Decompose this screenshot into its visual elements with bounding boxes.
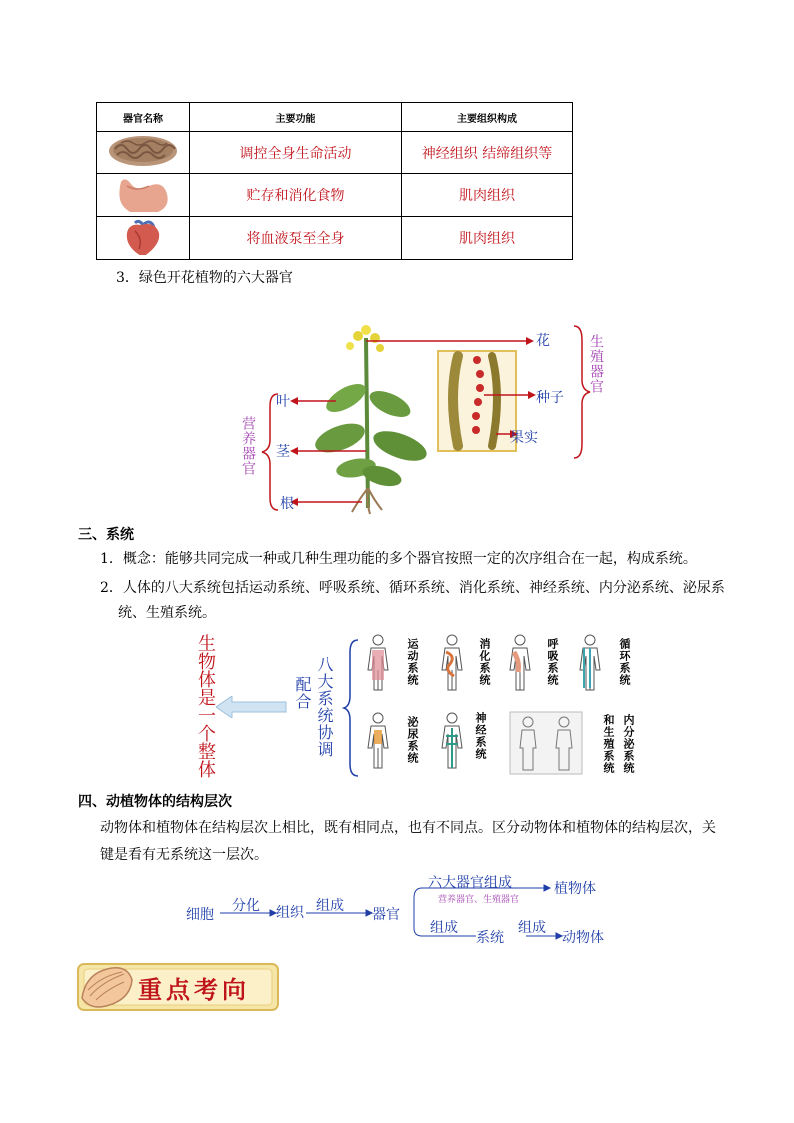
tissue-cell: 神经组织 结缔组织等 [402,132,573,174]
system-label-digestive: 消化系统 [478,638,491,686]
hierarchy-diagram [186,870,626,950]
function-cell: 将血液泵至全身 [190,217,402,260]
section-system-heading: 三、系统 [78,527,134,543]
brain-cell [97,132,190,174]
label-root: 根 [280,496,294,512]
left-arrow-icon [216,696,288,718]
plant-diagram [230,318,630,518]
hierarchy-compose3: 组成 [518,920,546,936]
table-row [97,174,573,217]
label-flower: 花 [536,333,550,349]
label-stem: 茎 [276,444,290,460]
section4-para-line2: 键是看有无系统这一层次。 [100,847,268,863]
system-label-circulatory: 循环系统 [618,638,631,686]
label-fruit: 果实 [510,430,538,446]
stomach-cell [97,174,190,217]
hierarchy-organ: 器官 [372,907,400,923]
hierarchy-animal: 动物体 [562,930,604,946]
hierarchy-six-organs-sub: 营养器官、生殖器官 [438,895,520,905]
plant-illustration [230,318,630,518]
label-reproductive-organs: 生殖器官 [588,334,604,394]
banner-title: 重点考向 [138,975,250,1004]
hierarchy-six-organs: 六大器官组成 [428,875,512,891]
system-label-urinary: 泌尿系统 [406,716,419,764]
hierarchy-tissue: 组织 [276,905,304,921]
hierarchy-differentiation: 分化 [232,898,260,914]
section4-para-line1: 动物体和植物体在结构层次上相比，既有相同点，也有不同点。区分动物体和植物体的结构层次，关 [100,820,716,836]
function-cell: 贮存和消化食物 [190,174,402,217]
label-vegetative-organs: 营养器官 [240,416,256,476]
table-header: 器官名称 [97,103,190,132]
hierarchy-plant: 植物体 [554,881,596,897]
heart-icon [113,217,173,255]
system-item2-line1: 2．人体的八大系统包括运动系统、呼吸系统、循环系统、消化系统、神经系统、内分泌系统、泌尿系 [100,580,725,596]
table-header: 主要组织构成 [402,103,573,132]
system-item1: 1．概念：能够共同完成一种或几种生理功能的多个器官按照一定的次序组合在一起，构成系统。 [100,551,697,567]
coordination-text: 配合 [293,676,312,710]
table-header-row [97,103,573,132]
system-item2-line2: 统、生殖系统。 [118,605,216,621]
hierarchy-system: 系统 [476,930,504,946]
hierarchy-cell: 细胞 [186,907,214,923]
heart-cell [97,217,190,260]
section3-title: 3．绿色开花植物的六大器官 [116,270,293,286]
whole-organism-text: 生物体是一个整体 [195,634,216,778]
hierarchy-compose1: 组成 [316,898,344,914]
system-label-nervous: 神经系统 [474,712,487,760]
systems-diagram [190,630,650,780]
label-seed: 种子 [536,390,564,406]
system-label-respiratory: 呼吸系统 [546,638,559,686]
system-label-endocrine: 内分泌系统 [622,714,635,774]
brain-icon [105,133,181,169]
brace-icon [342,638,360,778]
table-row [97,132,573,174]
section4-heading: 四、动植物体的结构层次 [78,794,232,810]
system-label-reproductive: 和生殖系统 [602,714,615,774]
eight-systems-text: 八大系统协调 [315,656,334,758]
tissue-cell: 肌肉组织 [402,174,573,217]
shell-icon [76,960,136,1015]
system-label-motor: 运动系统 [406,638,419,686]
function-cell: 调控全身生命活动 [190,132,402,174]
organ-table [96,102,573,260]
label-leaf: 叶 [276,394,290,410]
table-header: 主要功能 [190,103,402,132]
focus-banner [76,960,281,1015]
tissue-cell: 肌肉组织 [402,217,573,260]
hierarchy-compose2: 组成 [430,920,458,936]
stomach-icon [113,174,173,212]
table-row [97,217,573,260]
